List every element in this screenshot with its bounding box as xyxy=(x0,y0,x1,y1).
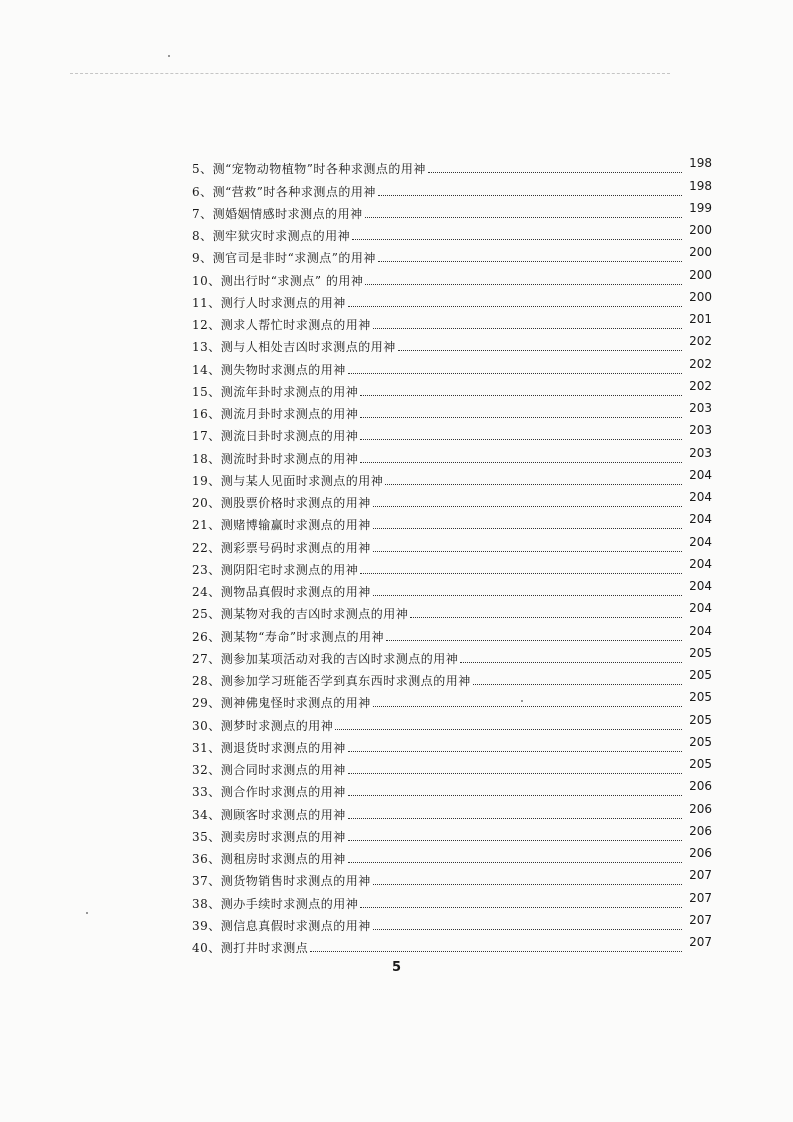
toc-entry xyxy=(192,888,712,910)
toc-entry xyxy=(192,332,712,354)
toc-dot-leader xyxy=(348,840,682,841)
toc-entry xyxy=(192,777,712,799)
toc-dot-leader xyxy=(360,439,682,440)
toc-entry xyxy=(192,577,712,599)
toc-entry-page: 205 xyxy=(689,668,712,682)
toc-entry-title: 40、测打井时求测点 xyxy=(192,941,309,955)
toc-dot-leader xyxy=(348,751,682,752)
toc-dot-leader xyxy=(365,217,682,218)
toc-entry-title: 39、测信息真假时求测点的用神 xyxy=(192,918,371,933)
toc-entry xyxy=(192,733,712,755)
toc-entry-page: 203 xyxy=(689,445,712,460)
toc-entry-title: 21、测赌博输赢时求测点的用神 xyxy=(192,518,371,533)
toc-dot-leader xyxy=(373,528,682,529)
toc-dot-leader xyxy=(378,261,682,262)
toc-dot-leader xyxy=(360,462,682,463)
toc-entry-title: 22、测彩票号码时求测点的用神 xyxy=(192,540,371,555)
toc-entry-title: 6、测“营救”时各种求测点的用神 xyxy=(192,184,376,199)
toc-dot-leader xyxy=(360,907,682,908)
toc-entry xyxy=(192,555,712,577)
toc-dot-leader xyxy=(310,951,682,952)
toc-dot-leader xyxy=(373,929,682,930)
toc-entry xyxy=(192,176,712,198)
toc-entry xyxy=(192,265,712,287)
toc-entry xyxy=(192,443,712,465)
toc-entry-title: 37、测货物销售时求测点的用神 xyxy=(192,874,371,889)
toc-entry xyxy=(192,154,712,176)
toc-entry-page: 205 xyxy=(689,645,712,660)
toc-entry xyxy=(192,532,712,554)
toc-dot-leader xyxy=(460,662,682,663)
toc-entry-title: 16、测流月卦时求测点的用神 xyxy=(192,407,359,421)
toc-entry-page: 205 xyxy=(689,757,712,771)
toc-dot-leader xyxy=(352,239,682,240)
toc-entry-title: 8、测牢狱灾时求测点的用神 xyxy=(192,229,351,243)
toc-entry xyxy=(192,199,712,221)
toc-entry xyxy=(192,799,712,821)
toc-entry-page: 204 xyxy=(689,623,712,638)
toc-entry xyxy=(192,866,712,888)
toc-entry-page: 204 xyxy=(689,512,712,527)
toc-entry-page: 204 xyxy=(689,467,712,482)
toc-entry xyxy=(192,933,712,955)
toc-entry xyxy=(192,710,712,732)
toc-entry-title: 33、测合作时求测点的用神 xyxy=(192,785,346,800)
toc-entry xyxy=(192,510,712,532)
toc-entry-page: 203 xyxy=(689,423,712,438)
toc-dot-leader xyxy=(348,818,682,819)
toc-entry-title: 34、测顾客时求测点的用神 xyxy=(192,807,346,822)
toc-entry-page: 198 xyxy=(689,156,712,171)
toc-dot-leader xyxy=(386,640,682,641)
toc-entry xyxy=(192,466,712,488)
toc-entry-title: 23、测阴阳宅时求测点的用神 xyxy=(192,562,359,577)
toc-entry xyxy=(192,688,712,710)
toc-entry-title: 17、测流日卦时求测点的用神 xyxy=(192,429,359,444)
toc-entry-page: 203 xyxy=(689,401,712,415)
toc-dot-leader xyxy=(410,617,682,618)
toc-entry-page: 204 xyxy=(689,579,712,593)
toc-entry xyxy=(192,288,712,310)
toc-dot-leader xyxy=(473,684,682,685)
toc-entry-page: 204 xyxy=(689,534,712,549)
toc-entry-title: 11、测行人时求测点的用神 xyxy=(192,295,346,310)
toc-entry-title: 7、测婚姻情感时求测点的用神 xyxy=(192,206,363,221)
table-of-contents xyxy=(192,154,712,955)
toc-entry xyxy=(192,377,712,399)
toc-dot-leader xyxy=(360,573,682,574)
toc-dot-leader xyxy=(348,306,682,307)
toc-entry-page: 205 xyxy=(689,734,712,749)
toc-entry-title: 31、测退货时求测点的用神 xyxy=(192,740,346,755)
scan-artifact-line xyxy=(70,73,670,75)
toc-dot-leader xyxy=(378,195,682,196)
toc-entry xyxy=(192,221,712,243)
toc-dot-leader xyxy=(385,484,682,485)
toc-entry xyxy=(192,399,712,421)
toc-entry-page: 200 xyxy=(689,223,712,237)
toc-entry xyxy=(192,644,712,666)
toc-entry-page: 205 xyxy=(689,690,712,705)
toc-entry xyxy=(192,488,712,510)
toc-entry-page: 201 xyxy=(689,312,712,326)
scan-speck xyxy=(168,55,170,57)
toc-entry xyxy=(192,844,712,866)
toc-entry-title: 14、测失物时求测点的用神 xyxy=(192,362,346,377)
toc-entry-title: 13、测与人相处吉凶时求测点的用神 xyxy=(192,340,396,355)
toc-entry-page: 199 xyxy=(689,200,712,215)
toc-entry-page: 206 xyxy=(689,801,712,816)
toc-entry xyxy=(192,822,712,844)
toc-entry xyxy=(192,354,712,376)
toc-entry xyxy=(192,310,712,332)
toc-dot-leader xyxy=(373,551,682,552)
toc-entry-title: 30、测梦时求测点的用神 xyxy=(192,718,334,733)
toc-entry-page: 204 xyxy=(689,490,712,504)
page-number: 5 xyxy=(391,960,402,975)
toc-entry-page: 198 xyxy=(689,178,712,193)
toc-entry-page: 206 xyxy=(689,779,712,794)
toc-entry-page: 202 xyxy=(689,334,712,349)
toc-entry-title: 38、测办手续时求测点的用神 xyxy=(192,896,359,911)
toc-entry-title: 15、测流年卦时求测点的用神 xyxy=(192,384,359,399)
toc-entry-page: 202 xyxy=(689,378,712,393)
toc-dot-leader xyxy=(365,284,682,285)
toc-entry-title: 32、测合同时求测点的用神 xyxy=(192,763,346,777)
toc-entry xyxy=(192,666,712,688)
toc-entry-title: 12、测求人帮忙时求测点的用神 xyxy=(192,318,371,332)
toc-entry-title: 36、测租房时求测点的用神 xyxy=(192,852,346,866)
toc-entry-title: 29、测神佛鬼怪时求测点的用神 xyxy=(192,696,371,711)
toc-entry-title: 9、测官司是非时“求测点”的用神 xyxy=(192,251,376,266)
toc-entry-title: 25、测某物对我的吉凶时求测点的用神 xyxy=(192,607,409,622)
scan-speck xyxy=(86,912,88,914)
toc-entry xyxy=(192,421,712,443)
toc-entry-page: 206 xyxy=(689,823,712,838)
toc-entry-title: 18、测流时卦时求测点的用神 xyxy=(192,451,359,466)
toc-entry-page: 200 xyxy=(689,245,712,260)
toc-entry xyxy=(192,243,712,265)
toc-entry-page: 200 xyxy=(689,289,712,304)
toc-dot-leader xyxy=(348,373,682,374)
toc-entry-title: 26、测某物“寿命”时求测点的用神 xyxy=(192,629,385,644)
toc-dot-leader xyxy=(373,506,682,507)
toc-dot-leader xyxy=(348,773,682,774)
toc-entry-title: 27、测参加某项活动对我的吉凶时求测点的用神 xyxy=(192,651,459,666)
toc-entry-page: 204 xyxy=(689,556,712,571)
toc-entry-title: 28、测参加学习班能否学到真东西时求测点的用神 xyxy=(192,674,471,688)
toc-entry xyxy=(192,621,712,643)
toc-dot-leader xyxy=(348,795,682,796)
toc-entry-page: 207 xyxy=(689,935,712,949)
toc-dot-leader xyxy=(360,417,682,418)
toc-entry xyxy=(192,599,712,621)
toc-entry-title: 5、测“宠物动物植物”时各种求测点的用神 xyxy=(192,162,426,177)
toc-entry-page: 207 xyxy=(689,890,712,905)
toc-entry-page: 206 xyxy=(689,846,712,860)
toc-entry-title: 20、测股票价格时求测点的用神 xyxy=(192,496,371,510)
toc-entry-page: 200 xyxy=(689,267,712,282)
toc-entry xyxy=(192,911,712,933)
toc-entry-page: 204 xyxy=(689,601,712,616)
toc-entry xyxy=(192,755,712,777)
toc-entry-page: 202 xyxy=(689,356,712,371)
toc-dot-leader xyxy=(360,395,682,396)
toc-dot-leader xyxy=(398,350,682,351)
toc-entry-page: 207 xyxy=(689,868,712,883)
toc-entry-title: 19、测与某人见面时求测点的用神 xyxy=(192,473,384,488)
toc-entry-title: 35、测卖房时求测点的用神 xyxy=(192,829,346,844)
scan-speck xyxy=(521,700,523,702)
toc-dot-leader xyxy=(373,595,682,596)
toc-dot-leader xyxy=(335,729,682,730)
toc-dot-leader xyxy=(373,328,682,329)
toc-entry-page: 205 xyxy=(689,712,712,727)
toc-dot-leader xyxy=(428,172,682,173)
toc-dot-leader xyxy=(348,862,682,863)
toc-dot-leader xyxy=(373,884,682,885)
toc-entry-title: 10、测出行时“求测点” 的用神 xyxy=(192,273,364,288)
toc-entry-title: 24、测物品真假时求测点的用神 xyxy=(192,585,371,599)
toc-dot-leader xyxy=(373,706,682,707)
toc-entry-page: 207 xyxy=(689,912,712,927)
